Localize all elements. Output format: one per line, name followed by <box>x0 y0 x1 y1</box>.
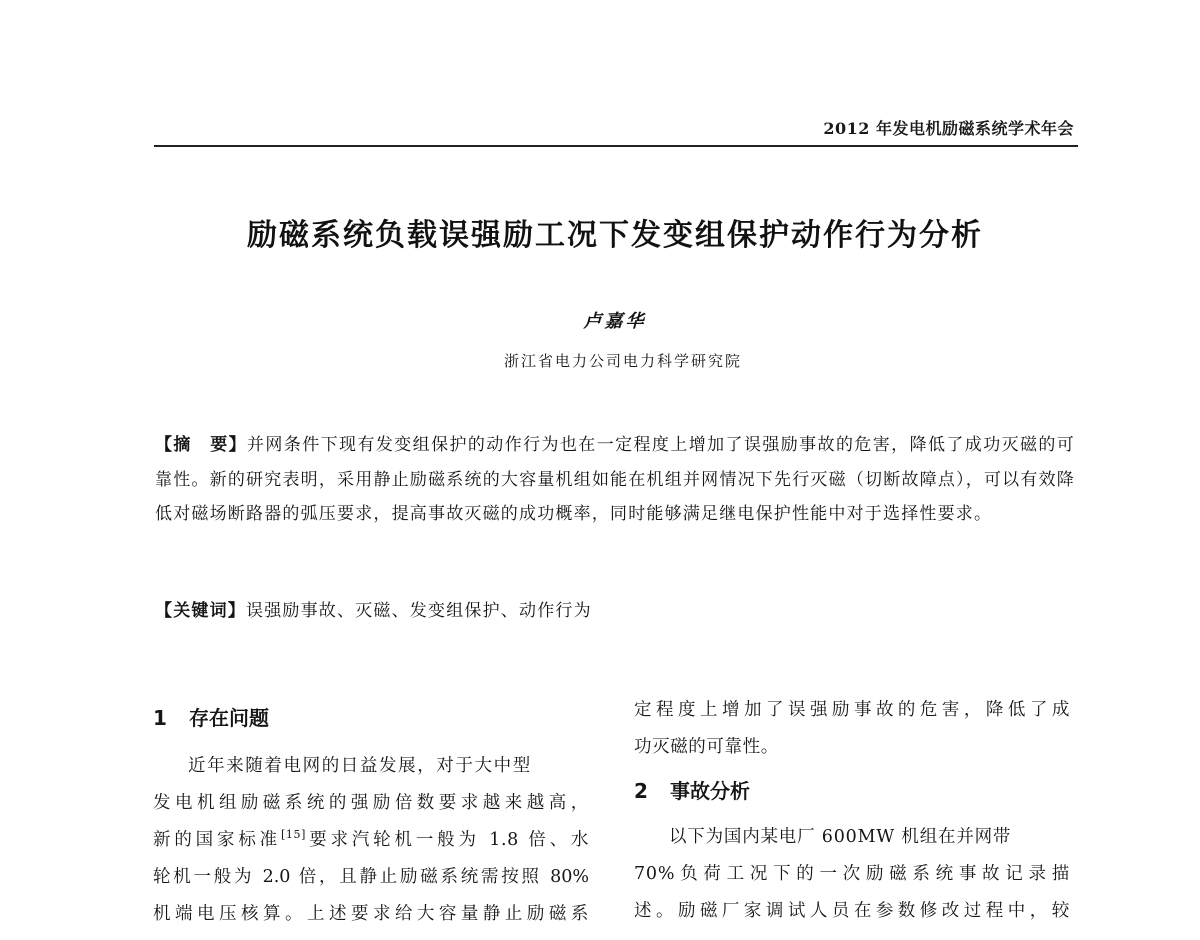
section-2-paragraph <box>634 819 1070 930</box>
author-name: 卢嘉华 <box>583 311 647 332</box>
abstract-label: 【摘 要】 <box>155 435 248 455</box>
running-header: 2012 年发电机励磁系统学术年会 <box>823 119 1074 138</box>
paragraph-line: 发电机组励磁系统的强励倍数要求越来越高， <box>153 793 589 813</box>
paragraph-line: 70%负荷工况下的一次励磁系统事故记录描 <box>634 864 1070 884</box>
line-prefix: 新的国家标准 <box>153 830 281 850</box>
paragraph-line: 述。励磁厂家调试人员在参数修改过程中，较 <box>634 901 1070 921</box>
keywords-label: 【关键词】 <box>155 601 246 621</box>
section-2-heading <box>634 773 1070 809</box>
paragraph-line: 轮机一般为 2.0 倍，且静止励磁系统需按照 80% <box>153 867 589 887</box>
section-1-number: 1 <box>153 706 167 730</box>
section-1-heading <box>153 700 589 736</box>
paragraph-line: 以下为国内某电厂 600MW 机组在并网带 <box>669 827 1012 847</box>
keywords <box>155 597 1075 625</box>
abstract <box>155 428 1075 532</box>
line-suffix: 要求汽轮机一般为 1.8 倍、水 <box>305 830 589 850</box>
author-affiliation: 浙江省电力公司电力科学研究院 <box>503 352 742 370</box>
section-2-number: 2 <box>634 779 648 803</box>
abstract-text: 并网条件下现有发变组保护的动作行为也在一定程度上增加了误强励事故的危害，降低了成功灭磁的可靠性。新的研究表明，采用静止励磁系统的大容量机组如能在机组并网情况下先行灭磁（切断故障点），可以有效降低对磁场断路器的弧压要求，提高事故灭磁的成功概率，同时能够满足继电保护性能中对于选择性要求。 <box>155 435 1076 524</box>
paragraph-line: 定程度上增加了误强励事故的危害，降低了成 <box>634 700 1070 720</box>
section-2-title: 事故分析 <box>670 779 750 803</box>
continued-paragraph <box>634 692 1070 766</box>
citation: [15] <box>280 828 306 842</box>
section-1-title: 存在问题 <box>189 706 269 730</box>
paragraph-line: 近年来随着电网的日益发展，对于大中型 <box>188 756 532 776</box>
right-column <box>634 692 1070 930</box>
left-column <box>153 700 589 933</box>
keywords-text: 误强励事故、灭磁、发变组保护、动作行为 <box>246 601 592 621</box>
header-rule <box>154 145 1078 147</box>
paragraph-line: 机端电压核算。上述要求给大容量静止励磁系 <box>153 904 589 924</box>
paper-title: 励磁系统负载误强励工况下发变组保护动作行为分析 <box>247 218 983 253</box>
paragraph-line: 功灭磁的可靠性。 <box>634 737 779 757</box>
section-1-paragraph <box>153 748 589 933</box>
paragraph-line-with-citation <box>153 822 589 859</box>
